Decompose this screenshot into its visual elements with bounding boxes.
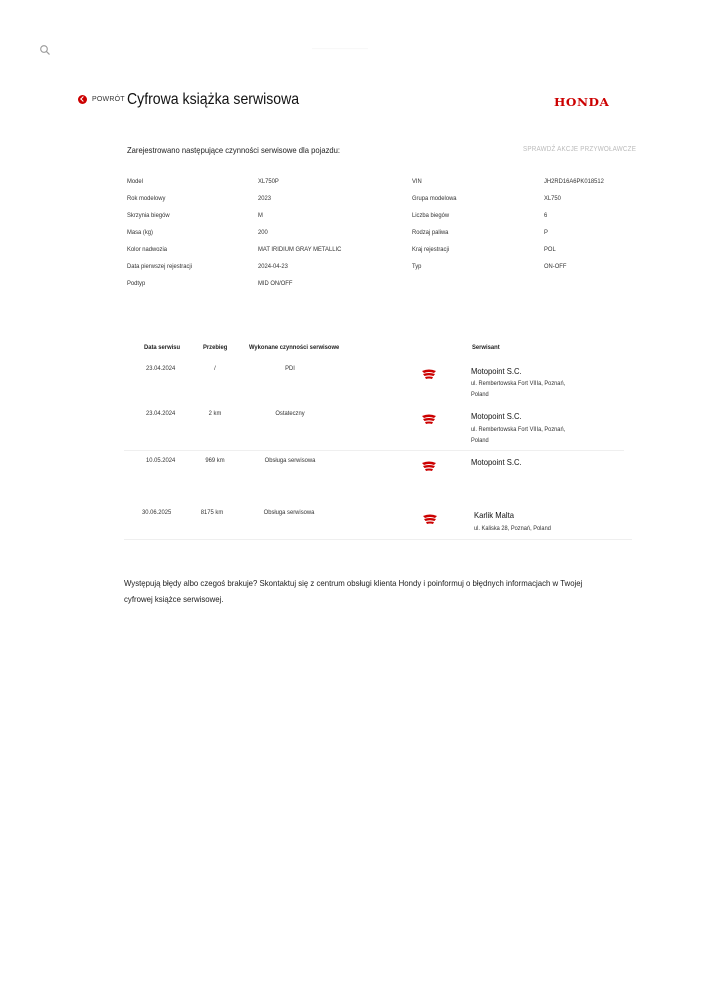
- back-button[interactable]: [78, 95, 125, 104]
- spec-label-vin: VIN: [412, 178, 422, 185]
- recall-check-link[interactable]: SPRAWDŹ AKCJE PRZYWOŁAWCZE: [523, 146, 637, 153]
- spec-label-model-year: Rok modelowy: [127, 195, 166, 202]
- intro-text: Zarejestrowano następujące czynności serwisowe dla pojazdu:: [127, 145, 341, 155]
- row-work: PDI: [285, 365, 295, 372]
- spec-label-color: Kolor nadwozia: [127, 246, 168, 253]
- dealer-name: Motopoint S.C.: [471, 457, 522, 467]
- spec-label-subtype: Podtyp: [127, 280, 146, 287]
- dealer-name: Karlik Malta: [474, 510, 514, 520]
- row-divider: [124, 450, 624, 451]
- spec-value-color: MAT IRIDIUM GRAY METALLIC: [258, 246, 342, 253]
- dealer-address-country: Poland: [471, 391, 489, 398]
- honda-wing-icon: [421, 412, 437, 431]
- spec-value-gear-count: 6: [544, 212, 548, 219]
- search-icon[interactable]: [39, 43, 51, 55]
- row-mileage: 8175 km: [200, 509, 224, 516]
- spec-label-model: Model: [127, 178, 143, 185]
- dealer-name: Motopoint S.C.: [471, 366, 522, 376]
- honda-wing-icon: [422, 512, 438, 531]
- row-date: 10.05.2024: [146, 457, 176, 464]
- spec-label-mass: Masa (kg): [127, 229, 154, 236]
- honda-wing-icon: [421, 367, 437, 386]
- spec-label-registration-country: Kraj rejestracji: [412, 246, 450, 253]
- row-mileage: 2 km: [208, 410, 222, 417]
- row-mileage: 969 km: [205, 457, 225, 464]
- spec-value-model-group: XL750: [544, 195, 561, 202]
- table-header-work: Wykonane czynności serwisowe: [249, 344, 340, 351]
- spec-value-vin: JH2RD16A6PK018512: [544, 178, 604, 185]
- spec-label-first-registration: Data pierwszej rejestracji: [127, 263, 193, 270]
- table-header-date: Data serwisu: [144, 344, 181, 351]
- spec-value-mass: 200: [258, 229, 268, 236]
- dealer-address: ul. Rembertowska Fort VIIIa, Poznań,: [471, 380, 566, 387]
- spec-label-fuel-type: Rodzaj paliwa: [412, 229, 449, 236]
- honda-logo[interactable]: HONDA: [554, 95, 610, 109]
- dealer-address: ul. Kaliska 28, Poznań, Poland: [474, 525, 551, 532]
- spec-value-model: XL750P: [258, 178, 279, 185]
- spec-label-model-group: Grupa modelowa: [412, 195, 457, 202]
- spec-value-first-registration: 2024-04-23: [258, 263, 288, 270]
- honda-wing-icon: [421, 459, 437, 478]
- page-title: Cyfrowa książka serwisowa: [127, 91, 300, 108]
- spec-value-model-year: 2023: [258, 195, 272, 202]
- spec-value-subtype: MID ON/OFF: [258, 280, 293, 287]
- row-work: Obsługa serwisowa: [263, 509, 315, 516]
- dealer-name: Motopoint S.C.: [471, 411, 522, 421]
- dealer-address: ul. Rembertowska Fort VIIIa, Poznań,: [471, 426, 566, 433]
- row-date: 30.06.2025: [142, 509, 172, 516]
- back-arrow-icon: [78, 95, 87, 104]
- dealer-address-country: Poland: [471, 437, 489, 444]
- row-work: Obsługa serwisowa: [264, 457, 316, 464]
- spec-value-registration-country: POL: [544, 246, 556, 253]
- spec-label-type: Typ: [412, 263, 422, 270]
- back-label: POWRÓT: [92, 96, 125, 103]
- row-date: 23.04.2024: [146, 365, 176, 372]
- spec-value-fuel-type: P: [544, 229, 548, 236]
- row-work: Ostateczny: [275, 410, 305, 417]
- spec-value-type: ON-OFF: [544, 263, 567, 270]
- table-header-mileage: Przebieg: [203, 344, 228, 351]
- row-date: 23.04.2024: [146, 410, 176, 417]
- table-bottom-divider: [124, 539, 632, 540]
- spec-label-gear-count: Liczba biegów: [412, 212, 450, 219]
- spec-value-gearbox: M: [258, 212, 263, 219]
- row-mileage: /: [214, 365, 216, 372]
- faint-header-text: ———————: [312, 44, 368, 53]
- footer-help-text: Występują błędy albo czegoś brakuje? Skontaktuj się z centrum obsługi klienta Hondy i poinformuj o błędnych informacjach w Twojej cyfrowej książce serwisowej.: [124, 578, 583, 604]
- table-header-dealer: Serwisant: [472, 344, 500, 351]
- spec-label-gearbox: Skrzynia biegów: [127, 212, 170, 219]
